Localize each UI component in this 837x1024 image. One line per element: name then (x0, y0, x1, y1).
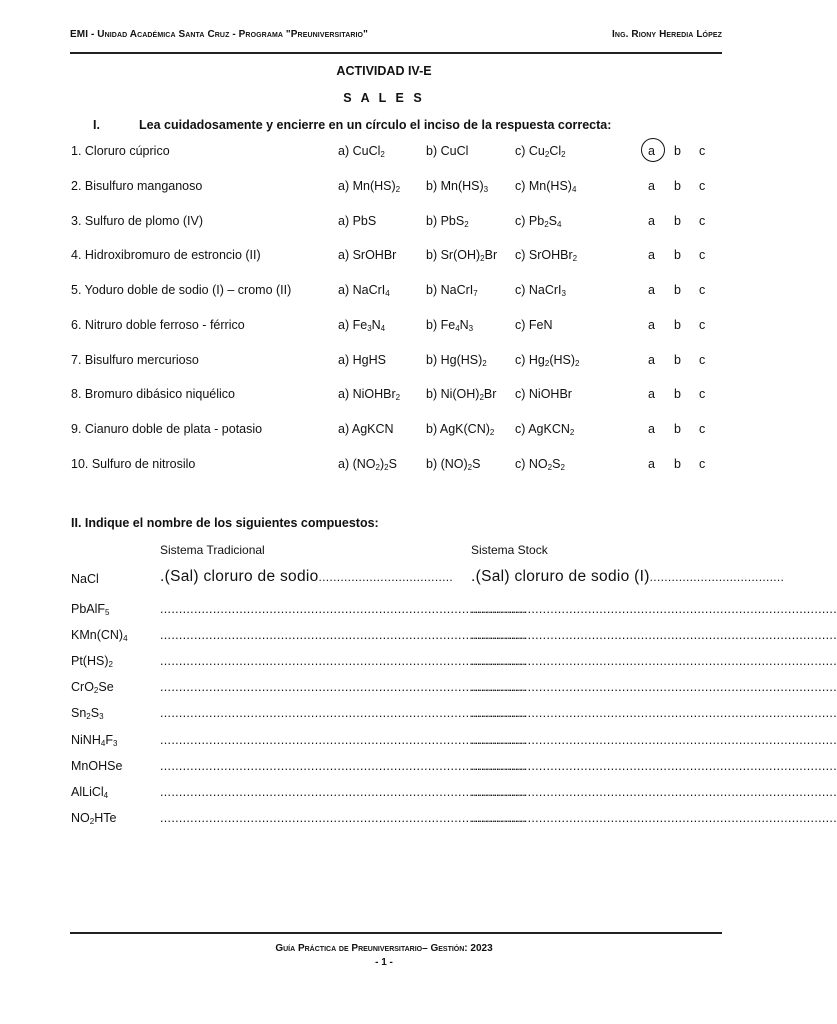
answer-circle-mark (641, 138, 665, 162)
answer-letter-c[interactable]: c (699, 353, 706, 367)
answer-letter-c[interactable]: c (699, 318, 706, 332)
answer-letter-b[interactable]: b (674, 214, 681, 228)
question-text: 9. Cianuro doble de plata - potasio (71, 422, 263, 436)
option-a: a) NaCrI$_4$ (338, 283, 390, 298)
page-header (70, 26, 722, 54)
footer-title: Guía Práctica de Preuniversitario– Gestión: 2023 (275, 943, 493, 954)
compound-row (71, 811, 837, 829)
header-left: EMI - Unidad Académica Santa Cruz - Programa "Preuniversitario" (70, 29, 368, 40)
answer-letter-b[interactable]: b (674, 387, 681, 401)
answer-letter-b[interactable]: b (674, 179, 681, 193)
answer-letter-a[interactable]: a (648, 248, 655, 262)
option-a: a) $Fe_3N_4$ (338, 318, 386, 333)
compound-row (71, 628, 837, 646)
option-c: c) NiOHBr (515, 387, 572, 401)
answer-blank-traditional[interactable]: ................................................................................................. (160, 680, 526, 694)
section1-instruction-text: Lea cuidadosamente y encierre en un círculo el inciso de la respuesta correcta: (139, 118, 612, 132)
option-a: a) HgHS (338, 353, 386, 367)
option-c: c) AgKCN$_2$ (515, 422, 575, 437)
answer-blank-traditional[interactable]: ................................................................................................. (160, 602, 526, 616)
compound-formula: CrO$_2$Se (71, 680, 114, 695)
answer-blank-stock[interactable]: ................................................................................................. (471, 602, 837, 616)
example-traditional: .(Sal) cloruro de sodio..................................... (160, 568, 453, 585)
question-row (71, 422, 731, 440)
compound-row (71, 759, 837, 777)
option-c: c) $Mn(HS)_4$ (515, 179, 577, 194)
answer-letter-c[interactable]: c (699, 214, 706, 228)
answer-letter-a[interactable]: a (648, 457, 655, 471)
answer-letter-a[interactable]: a (648, 422, 655, 436)
question-row (71, 179, 731, 197)
answer-letter-b[interactable]: b (674, 318, 681, 332)
answer-letter-a[interactable]: a (648, 318, 655, 332)
answer-letter-a[interactable]: a (648, 387, 655, 401)
col-header-stock: Sistema Stock (471, 543, 548, 557)
option-b: b) CuCl (426, 144, 469, 158)
col-header-traditional: Sistema Tradicional (160, 543, 265, 557)
answer-blank-traditional[interactable]: ................................................................................................. (160, 785, 526, 799)
question-text: 1. Cloruro cúprico (71, 144, 170, 158)
option-a: a) NiOHBr$_2$ (338, 387, 401, 402)
option-c: c) FeN (515, 318, 553, 332)
answer-letter-c[interactable]: c (699, 283, 706, 297)
compound-formula: $Pt(HS)_2$ (71, 654, 113, 669)
option-b: b) $Hg(HS)_2$ (426, 353, 487, 368)
example-row (71, 568, 785, 590)
option-b: b) $Ni(OH)_2Br$ (426, 387, 497, 402)
question-row (71, 387, 731, 405)
answer-blank-stock[interactable]: ................................................................................................. (471, 811, 837, 825)
option-a: a) SrOHBr (338, 248, 397, 262)
answer-letter-c[interactable]: c (699, 457, 706, 471)
compound-formula: $KMn(CN)_4$ (71, 628, 128, 643)
option-c: c) SrOHBr$_2$ (515, 248, 578, 263)
option-b: b) $AgK(CN)_2$ (426, 422, 495, 437)
answer-letter-b[interactable]: b (674, 353, 681, 367)
section1-number: I. (93, 118, 100, 132)
header-right: Ing. Riony Heredia López (612, 29, 722, 40)
question-text: 8. Bromuro dibásico niquélico (71, 387, 235, 401)
answer-blank-traditional[interactable]: ................................................................................................. (160, 733, 526, 747)
answer-blank-traditional[interactable]: ................................................................................................. (160, 811, 526, 825)
compound-formula: MnOHSe (71, 759, 123, 773)
option-b: b) $Sr(OH)_2Br$ (426, 248, 498, 263)
option-c: c) $Cu_2Cl_2$ (515, 144, 566, 159)
answer-letter-c[interactable]: c (699, 144, 706, 158)
compound-row (71, 654, 837, 672)
option-a: a) $Mn(HS)_2$ (338, 179, 401, 194)
question-text: 6. Nitruro doble ferroso - férrico (71, 318, 245, 332)
compound-formula: NaCl (71, 572, 99, 586)
answer-blank-stock[interactable]: ................................................................................................. (471, 759, 837, 773)
example-stock: .(Sal) cloruro de sodio (I)..................................... (471, 568, 785, 585)
answer-blank-traditional[interactable]: ................................................................................................. (160, 654, 526, 668)
question-text: 2. Bisulfuro manganoso (71, 179, 203, 193)
question-text: 5. Yoduro doble de sodio (I) – cromo (II) (71, 283, 292, 297)
question-text: 4. Hidroxibromuro de estroncio (II) (71, 248, 261, 262)
answer-blank-traditional[interactable]: ................................................................................................. (160, 759, 526, 773)
footer-rule (70, 932, 722, 934)
section1-instruction (93, 118, 611, 132)
question-text: 3. Sulfuro de plomo (IV) (71, 214, 204, 228)
compound-row (71, 785, 837, 803)
activity-title: ACTIVIDAD IV-E (336, 64, 432, 78)
option-c: c) NaCrI$_3$ (515, 283, 566, 298)
compound-formula: $NiNH_4F_3$ (71, 733, 118, 748)
answer-letter-a[interactable]: a (648, 144, 655, 158)
question-text: 7. Bisulfuro mercurioso (71, 353, 199, 367)
option-c: c) $NO_2S_2$ (515, 457, 565, 472)
option-c: c) $Pb_2S_4$ (515, 214, 562, 229)
option-b: b) $Mn(HS)_3$ (426, 179, 489, 194)
option-b: b) $Fe_4N_3$ (426, 318, 474, 333)
compound-formula: PbAlF$_5$ (71, 602, 110, 617)
footer-page-number: - 1 - (375, 957, 393, 968)
compound-row (71, 706, 837, 724)
question-row (71, 248, 731, 266)
answer-letter-a[interactable]: a (648, 353, 655, 367)
answer-letter-c[interactable]: c (699, 179, 706, 193)
section2-heading: II. Indique el nombre de los siguientes compuestos: (71, 516, 379, 530)
answer-letter-a[interactable]: a (648, 179, 655, 193)
compound-formula: $NO_2HTe$ (71, 811, 117, 826)
option-a: a) CuCl$_2$ (338, 144, 385, 159)
option-a: a) PbS (338, 214, 377, 228)
option-c: c) $Hg_2(HS)_2$ (515, 353, 580, 368)
answer-blank-stock[interactable]: ................................................................................................. (471, 733, 837, 747)
compound-formula: AlLiCl$_4$ (71, 785, 109, 800)
option-b: b) PbS$_2$ (426, 214, 469, 229)
activity-subtitle: S A L E S (343, 91, 425, 105)
answer-letter-a[interactable]: a (648, 283, 655, 297)
answer-letter-b[interactable]: b (674, 457, 681, 471)
answer-letter-b[interactable]: b (674, 144, 681, 158)
question-row (71, 353, 731, 371)
compound-row (71, 680, 837, 698)
answer-blank-stock[interactable]: ................................................................................................. (471, 654, 837, 668)
answer-letter-b[interactable]: b (674, 248, 681, 262)
answer-letter-b[interactable]: b (674, 283, 681, 297)
compound-row (71, 733, 837, 751)
question-row (71, 318, 731, 336)
option-a: a) AgKCN (338, 422, 394, 436)
answer-blank-stock[interactable]: ................................................................................................. (471, 706, 837, 720)
option-b: b) NaCrI$_7$ (426, 283, 478, 298)
question-row (71, 457, 731, 475)
answer-letter-a[interactable]: a (648, 214, 655, 228)
question-row (71, 214, 731, 232)
answer-letter-b[interactable]: b (674, 422, 681, 436)
example-stock-text: .(Sal) cloruro de sodio (I) (471, 568, 650, 585)
answer-blank-stock[interactable]: ................................................................................................. (471, 680, 837, 694)
compound-formula: $Sn_2S_3$ (71, 706, 104, 721)
answer-letter-c[interactable]: c (699, 248, 706, 262)
example-traditional-text: .(Sal) cloruro de sodio (160, 568, 319, 585)
answer-blank-traditional[interactable]: ................................................................................................. (160, 628, 526, 642)
answer-blank-stock[interactable]: ................................................................................................. (471, 628, 837, 642)
answer-letter-c[interactable]: c (699, 387, 706, 401)
answer-blank-traditional[interactable]: ................................................................................................. (160, 706, 526, 720)
question-row (71, 283, 731, 301)
question-row (71, 144, 731, 162)
option-a: a) $(NO_2)_2S$ (338, 457, 397, 472)
question-text: 10. Sulfuro de nitrosilo (71, 457, 196, 471)
option-b: b) $(NO)_2S$ (426, 457, 481, 472)
answer-letter-c[interactable]: c (699, 422, 706, 436)
answer-blank-stock[interactable]: ................................................................................................. (471, 785, 837, 799)
compound-row (71, 602, 837, 620)
